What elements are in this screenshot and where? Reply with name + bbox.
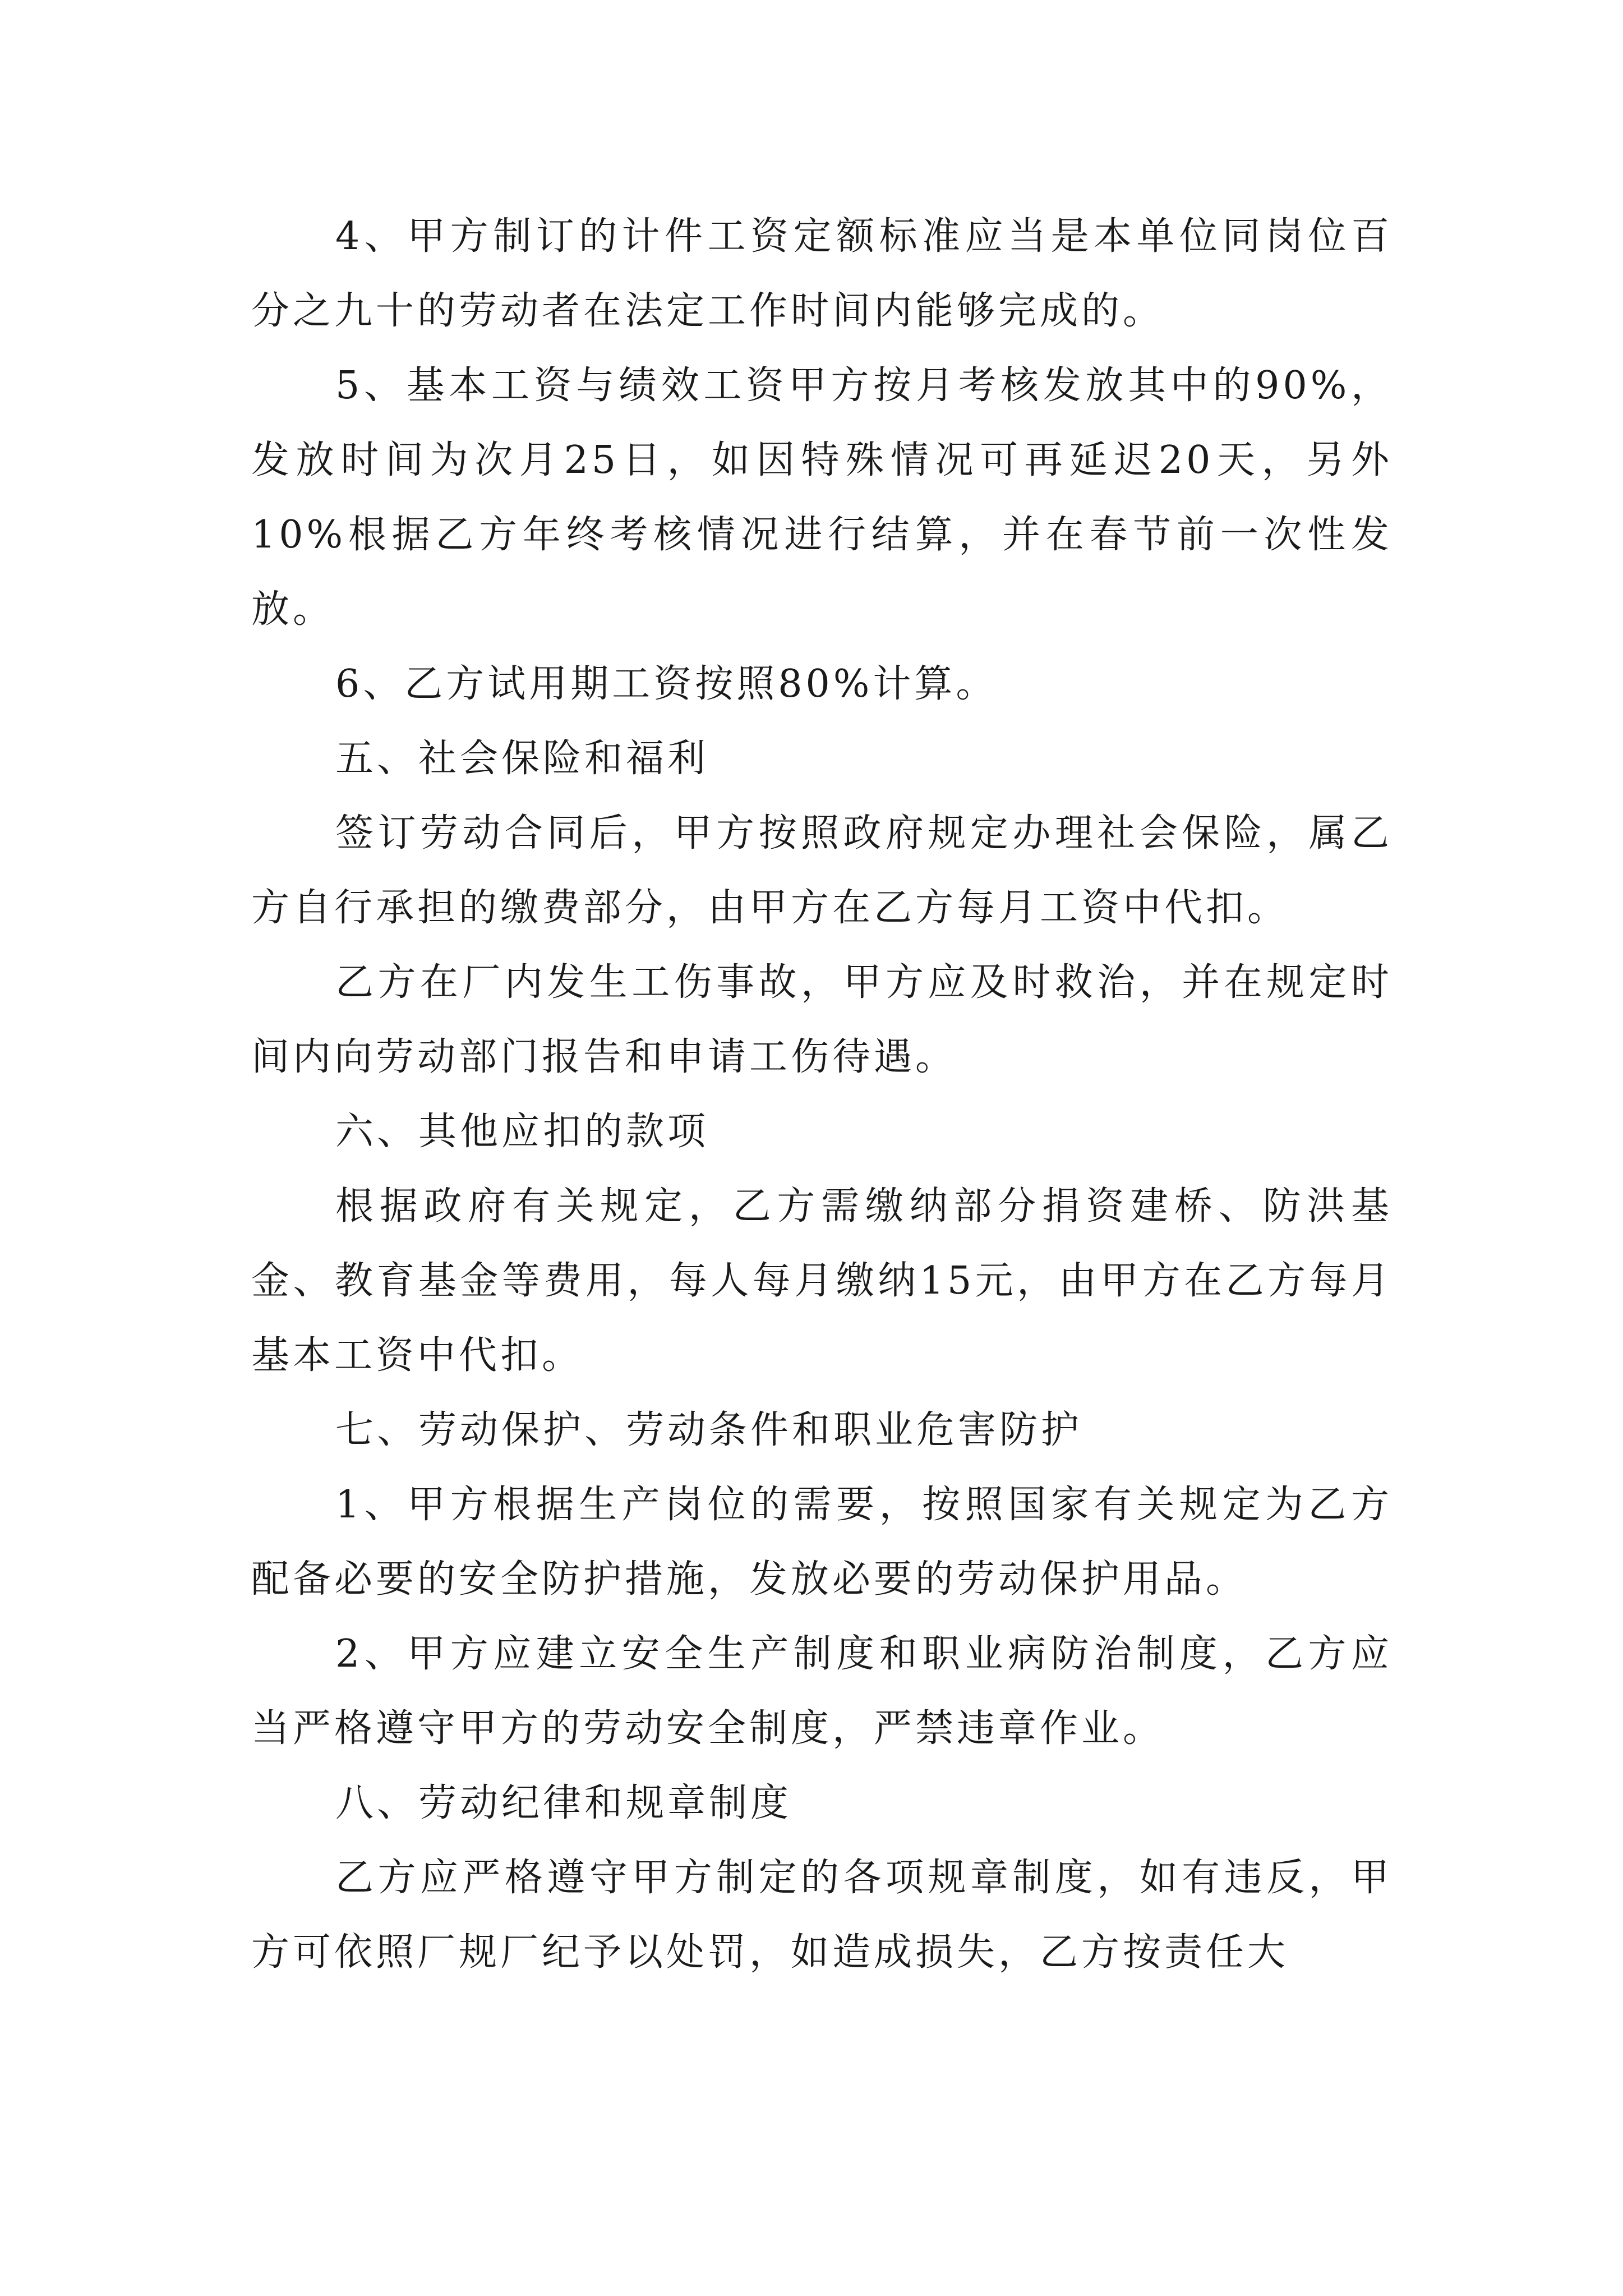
clause-2-safety-rules: 2、甲方应建立安全生产制度和职业病防治制度，乙方应当严格遵守甲方的劳动安全制度，严禁违章作业。 — [251, 1632, 1393, 1751]
section-heading-labor-discipline: 八、劳动纪律和规章制度 — [335, 1781, 792, 1825]
paragraph-work-injury: 乙方在厂内发生工伤事故，甲方应及时救治，并在规定时间内向劳动部门报告和申请工伤待遇。 — [251, 960, 1393, 1079]
document-body — [251, 199, 1393, 1990]
clause-1-safety-equipment: 1、甲方根据生产岗位的需要，按照国家有关规定为乙方配备必要的安全防护措施，发放必要的劳动保护用品。 — [251, 1483, 1393, 1602]
clause-5-salary-payment: 5、基本工资与绩效工资甲方按月考核发放其中的90%，发放时间为次月25日，如因特殊情况可再延迟20天，另外10%根据乙方年终考核情况进行结算，并在春节前一次性发放。 — [251, 364, 1393, 632]
section-heading-social-insurance: 五、社会保险和福利 — [335, 737, 709, 781]
paragraph-social-insurance: 签订劳动合同后，甲方按照政府规定办理社会保险，属乙方自行承担的缴费部分，由甲方在乙方每月工资中代扣。 — [251, 811, 1393, 930]
clause-4-piece-rate: 4、甲方制订的计件工资定额标准应当是本单位同岗位百分之九十的劳动者在法定工作时间内能够完成的。 — [251, 214, 1393, 333]
section-heading-labor-protection: 七、劳动保护、劳动条件和职业危害防护 — [335, 1408, 1083, 1452]
paragraph-other-deductions: 根据政府有关规定，乙方需缴纳部分捐资建桥、防洪基金、教育基金等费用，每人每月缴纳15元，由甲方在乙方每月基本工资中代扣。 — [251, 1184, 1393, 1378]
paragraph-labor-discipline: 乙方应严格遵守甲方制定的各项规章制度，如有违反，甲方可依照厂规厂纪予以处罚，如造成损失，乙方按责任大 — [251, 1856, 1393, 1975]
clause-6-probation-salary: 6、乙方试用期工资按照80%计算。 — [335, 662, 998, 706]
section-heading-other-deductions: 六、其他应扣的款项 — [335, 1110, 709, 1154]
